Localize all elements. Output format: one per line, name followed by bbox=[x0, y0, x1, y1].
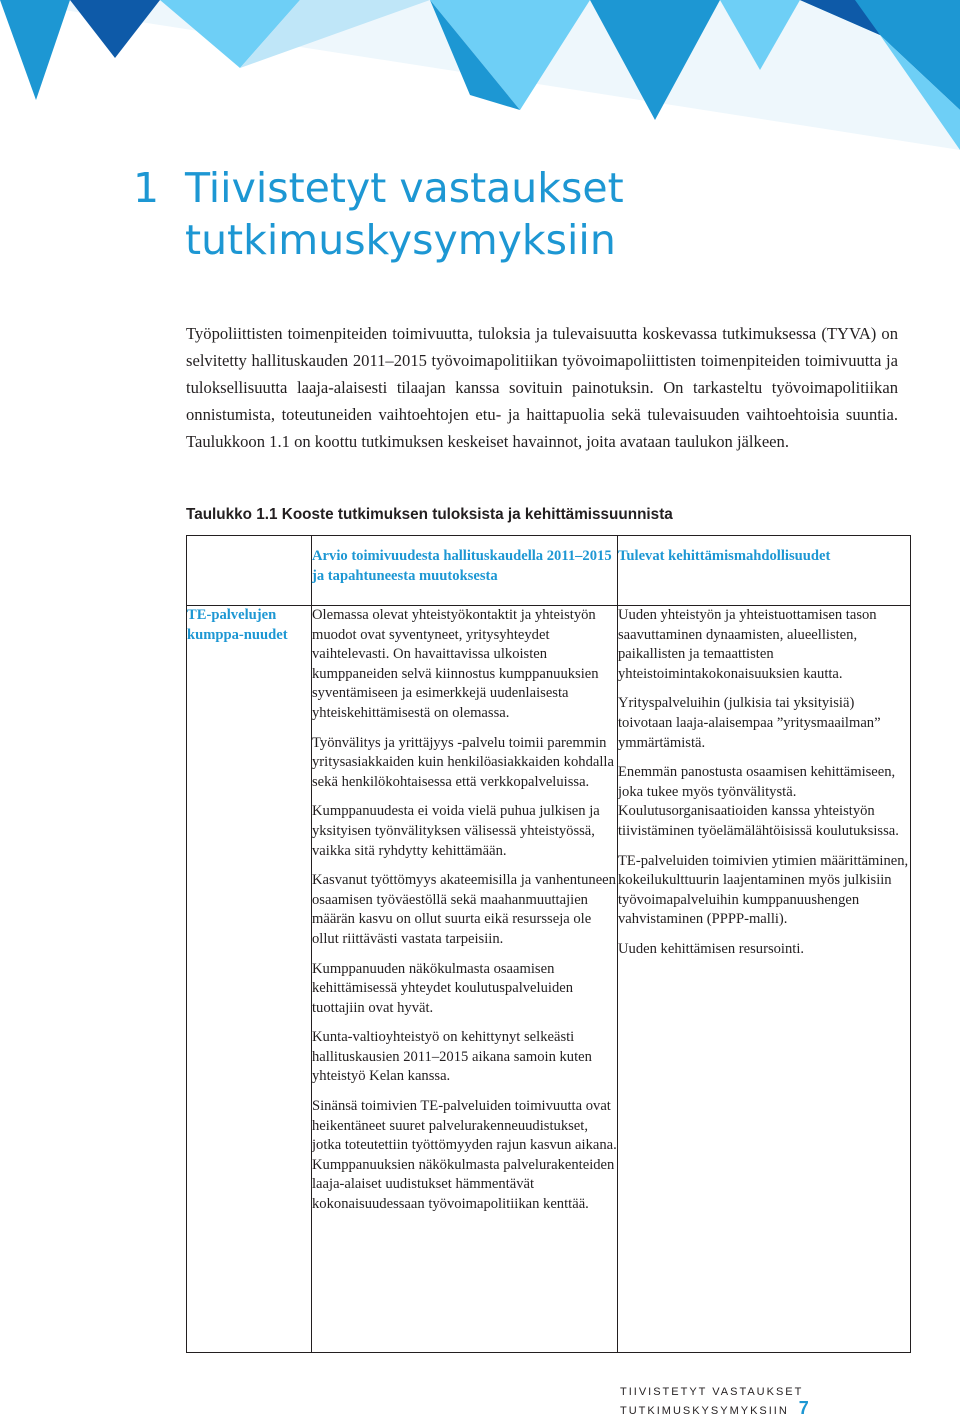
development-paragraph: Enemmän panostusta osaamisen kehittämiseen, joka tukee myös työnvälitystä. Koulutusorganisaatioiden kanssa yhteistyön tiivistäminen työelämälähtöisissä koulutuksissa. bbox=[618, 764, 899, 839]
assessment-paragraph: Kumppanuudesta ei voida vielä puhua julkisen ja yksityisen työnvälityksen välisessä yhteistyössä, vaikka sitä ryhdytty kehittämään. bbox=[312, 803, 600, 859]
summary-table bbox=[186, 535, 911, 1353]
assessment-paragraph: Sinänsä toimivien TE-palveluiden toimivuutta ovat heikentäneet suuret palvelurakenneuudistukset, jotka toteutettiin työttömyyden rajun kasvun aikana. Kumppanuuksien näkökulmasta palvelurakenteiden laaja-alaiset uudistukset hämmentävät kokonaisuudessaan työvoimapolitiikan kenttää. bbox=[312, 1098, 617, 1213]
development-cell bbox=[618, 606, 911, 1353]
decorative-banner bbox=[0, 0, 960, 150]
development-paragraph: Yrityspalveluihin (julkisia tai yksityisiä) toivotaan laaja-alaisempaa ”yritysmaailman” ymmärtämistä. bbox=[618, 695, 881, 751]
running-title: TIIVISTETYT VASTAUKSET TUTKIMUSKYSYMYKSIIN bbox=[620, 1386, 804, 1417]
development-paragraph: TE-palveluiden toimivien ytimien määrittäminen, kokeilukulttuurin laajentaminen myös julkisiin työvoimapalveluihin kumppanuushengen vahvistaminen (PPPP-malli). bbox=[618, 852, 909, 928]
column-header-development: Tulevat kehittämismahdollisuudet bbox=[618, 536, 911, 606]
chapter-title bbox=[133, 162, 624, 266]
chapter-title-line2: tutkimuskysymyksiin bbox=[185, 216, 616, 264]
column-header-assessment: Arvio toimivuudesta hallituskaudella 2011–2015 ja tapahtuneesta muutoksesta bbox=[312, 536, 618, 606]
page-footer bbox=[620, 1386, 960, 1419]
development-paragraph: Uuden kehittämisen resursointi. bbox=[618, 940, 805, 957]
assessment-paragraph: Kumppanuuden näkökulmasta osaamisen kehittämisessä yhteydet koulutuspalveluiden tuottajiin ovat hyvät. bbox=[312, 960, 574, 1016]
row-header-te-partnerships: TE-palvelujen kumppa-nuudet bbox=[187, 606, 312, 1353]
intro-paragraph: Työpoliittisten toimenpiteiden toimivuutta, tuloksia ja tulevaisuutta koskevassa tutkimuksessa (TYVA) on selvitetty hallituskauden 2011–2015 työvoimapolitiikan työvoimapoliittisten toimenpiteiden toimivuutta ja tuloksellisuutta laaja-alaisesti tilaajan kanssa sovituin painotuksin. On tarkasteltu työvoimapolitiikan onnistumista, toteutuneiden vaihtoehtojen etu- ja haittapuolia sekä tulevaisuuden vaihtoehtoisia suuntia. Taulukkoon 1.1 on koottu tutkimuksen keskeiset havainnot, joita avataan taulukon jälkeen. bbox=[186, 324, 898, 451]
table-caption: Taulukko 1.1 Kooste tutkimuksen tuloksista ja kehittämissuunnista bbox=[186, 506, 673, 523]
assessment-paragraph: Kasvanut työttömyys akateemisilla ja vanhentuneen osaamisen työväestöllä sekä maahanmuuttajien määrän kasvu on ollut suurta eikä resursseja ole ollut riittävästi vastata tarpeisiin. bbox=[312, 872, 616, 947]
assessment-paragraph: Kunta-valtioyhteistyö on kehittynyt selkeästi hallituskausien 2011–2015 aikana samoin kuten yhteistyö Kelan kanssa. bbox=[312, 1029, 592, 1085]
chapter-number: 1 bbox=[133, 164, 160, 212]
table-header-row bbox=[187, 536, 911, 606]
assessment-paragraph: Työnvälitys ja yrittäjyys -palvelu toimii paremmin yritysasiakkaiden kuin henkilöasiakkaiden kohdalla sekä henkilökohtaisessa että verkkopalveluissa. bbox=[312, 734, 614, 790]
page-number: 7 bbox=[798, 1398, 809, 1418]
development-paragraph: Uuden yhteistyön ja yhteistuottamisen tason saavuttaminen dynaamisten, alueellisten, paikallisten ja temaattisten yhteistoimintakokonaisuuksien kautta. bbox=[618, 607, 877, 682]
empty-corner-cell bbox=[187, 536, 312, 606]
chapter-title-line1: Tiivistetyt vastaukset bbox=[185, 164, 624, 212]
table-row bbox=[187, 606, 911, 1353]
assessment-cell bbox=[312, 606, 618, 1353]
assessment-paragraph: Olemassa olevat yhteistyökontaktit ja yhteistyön muodot ovat syventyneet, yritysyhteydet vaihtelevasti. On havaittavissa ulkoisten kumppaneiden selvä kiinnostus kumppanuuksien syventämiseen ja esimerkkejä uudenlaisesta yhteiskehittämisestä on olemassa. bbox=[312, 607, 599, 721]
